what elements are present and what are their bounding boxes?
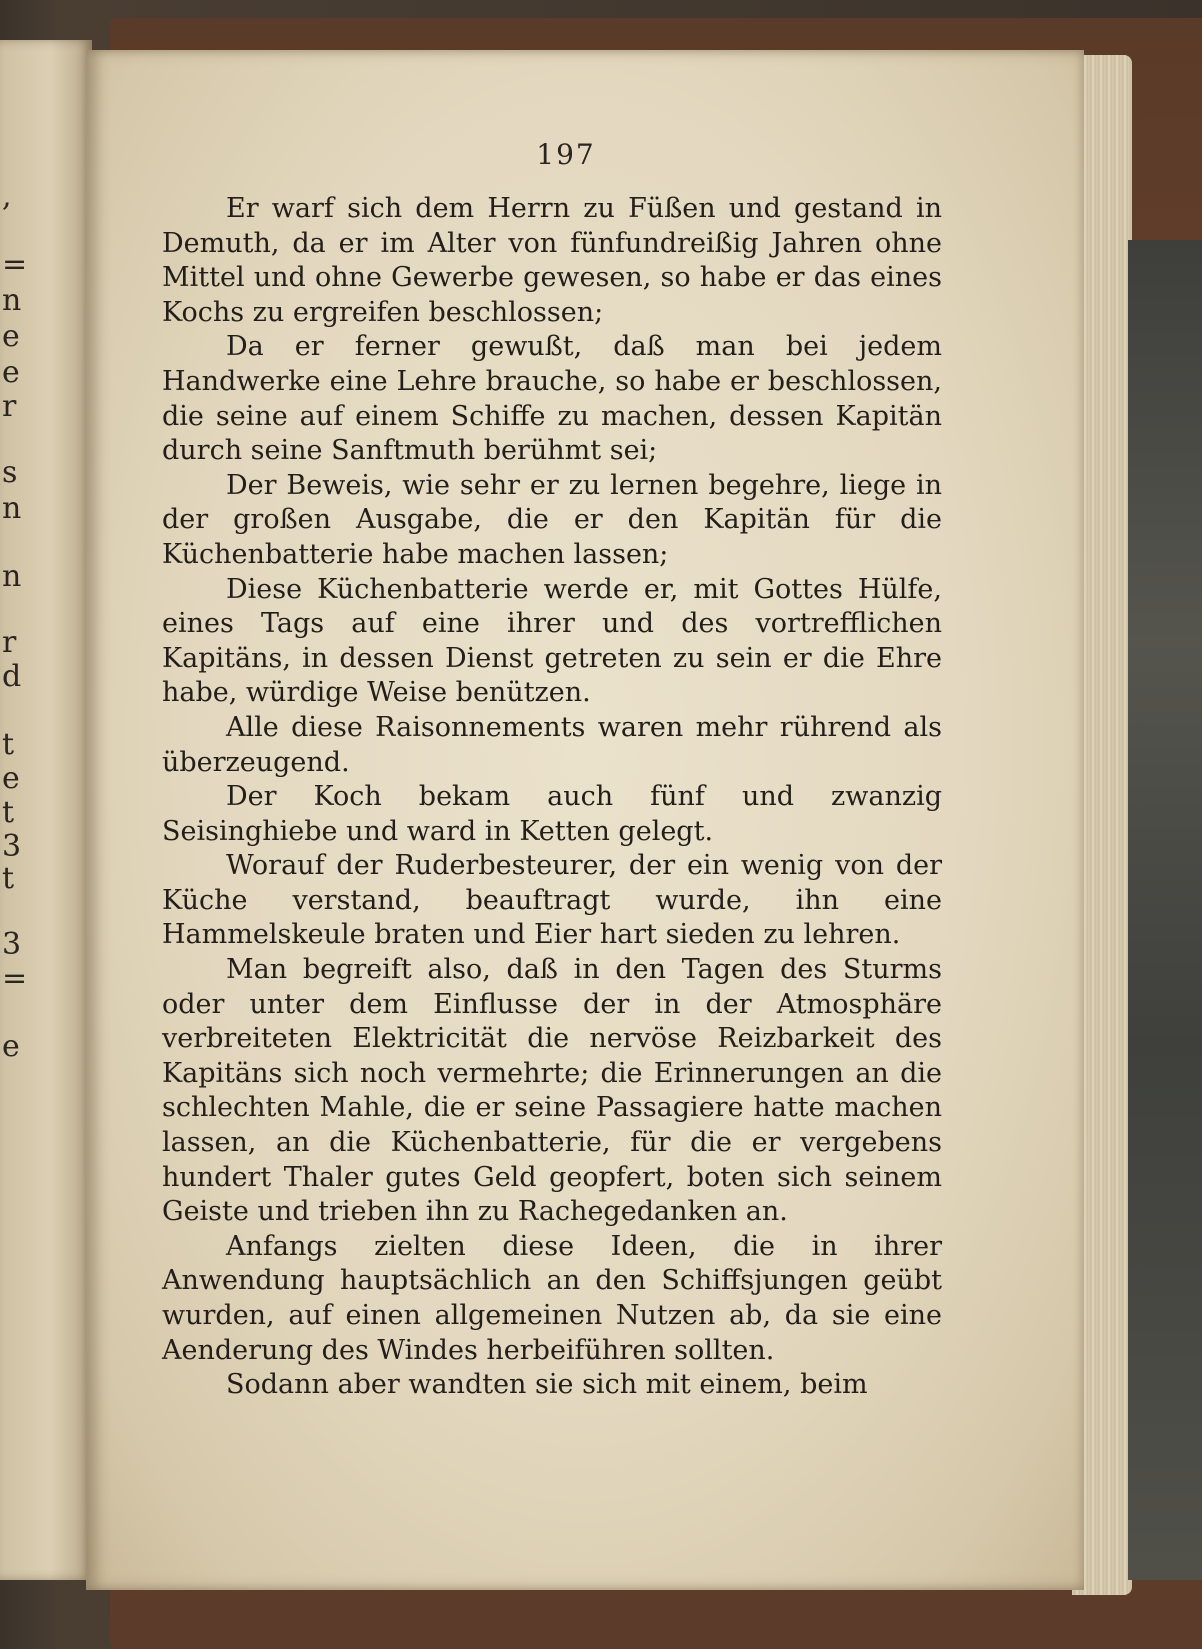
margin-letter: r [2,625,17,660]
paragraph: Man begreift also, daß in den Tagen des Sturms oder unter dem Einflusse der in der Atmosphäre verbreiteten Elektricität die nervöse Reizbarkeit des Kapitäns sich noch vermehrte; die Erinnerungen an die schlechten Mahle, die er seine Passagiere hatte machen lassen, an die Küchenbatterie, für die er vergebens hundert Thaler gutes Geld geopfert, boten sich seinem Geiste und trieben ihn zu Rachegedanken an. [162,954,942,1228]
margin-letter: n [2,283,22,318]
book-spine [1128,240,1202,1580]
margin-letter: r [2,389,17,424]
paragraph: Da er ferner gewußt, daß man bei jedem Handwerke eine Lehre brauche, so habe er beschlossen, die seine auf einem Schiffe zu machen, dessen Kapitän durch seine Sanftmuth berühmt sei; [162,331,942,467]
margin-letter: t [2,861,15,896]
paragraph: Der Koch bekam auch fünf und zwanzig Seisinghiebe und ward in Ketten gelegt. [162,781,942,847]
paragraph: Diese Küchenbatterie werde er, mit Gottes Hülfe, eines Tags auf eine ihrer und des vortrefflichen Kapitäns, in dessen Dienst getreten zu sein er die Ehre habe, würdige Weise benützen. [162,573,942,709]
page-text [162,192,942,1403]
margin-letter: t [2,727,15,762]
margin-letter: e [2,319,20,354]
margin-letter: e [2,355,20,390]
paragraph: Worauf der Ruderbesteurer, der ein wenig von der Küche verstand, beauftragt wurde, ihn eine Hammelskeule braten und Eier hart sieden zu lehren. [162,850,942,951]
paragraph: Alle diese Raisonnements waren mehr rührend als überzeugend. [162,711,942,778]
margin-letter: = [2,961,28,996]
margin-letter: 3 [2,927,22,962]
left-facing-page [0,40,92,1580]
margin-letter: s [2,455,18,490]
margin-letter: e [2,761,20,796]
book-page [86,50,1084,1590]
paragraph: Anfangs zielten diese Ideen, die in ihrer Anwendung hauptsächlich an den Schiffsjungen geübt wurden, auf einen allgemeinen Nutzen ab, da sie eine Aenderung des Windes herbeiführen sollten. [162,1230,942,1366]
margin-letter: n [2,559,22,594]
paragraph: Der Beweis, wie sehr er zu lernen begehre, liege in der großen Ausgabe, die er den Kapitän für die Küchenbatterie habe machen lassen; [162,469,942,570]
margin-letter: n [2,491,22,526]
margin-letter: , [2,179,12,214]
paragraph: Er warf sich dem Herrn zu Füßen und gestand in Demuth, da er im Alter von fünfundreißig Jahren ohne Mittel und ohne Gewerbe gewesen, so habe er das eines Kochs zu ergreifen beschlossen; [162,193,942,328]
left-margin-letters [0,40,28,1580]
margin-letter: t [2,795,15,830]
paragraph: Sodann aber wandten sie sich mit einem, beim [226,1369,868,1401]
margin-letter: d [2,659,22,694]
margin-letter: = [2,247,28,282]
margin-letter: e [2,1029,20,1064]
page-number: 197 [536,138,596,171]
margin-letter: 3 [2,829,22,864]
